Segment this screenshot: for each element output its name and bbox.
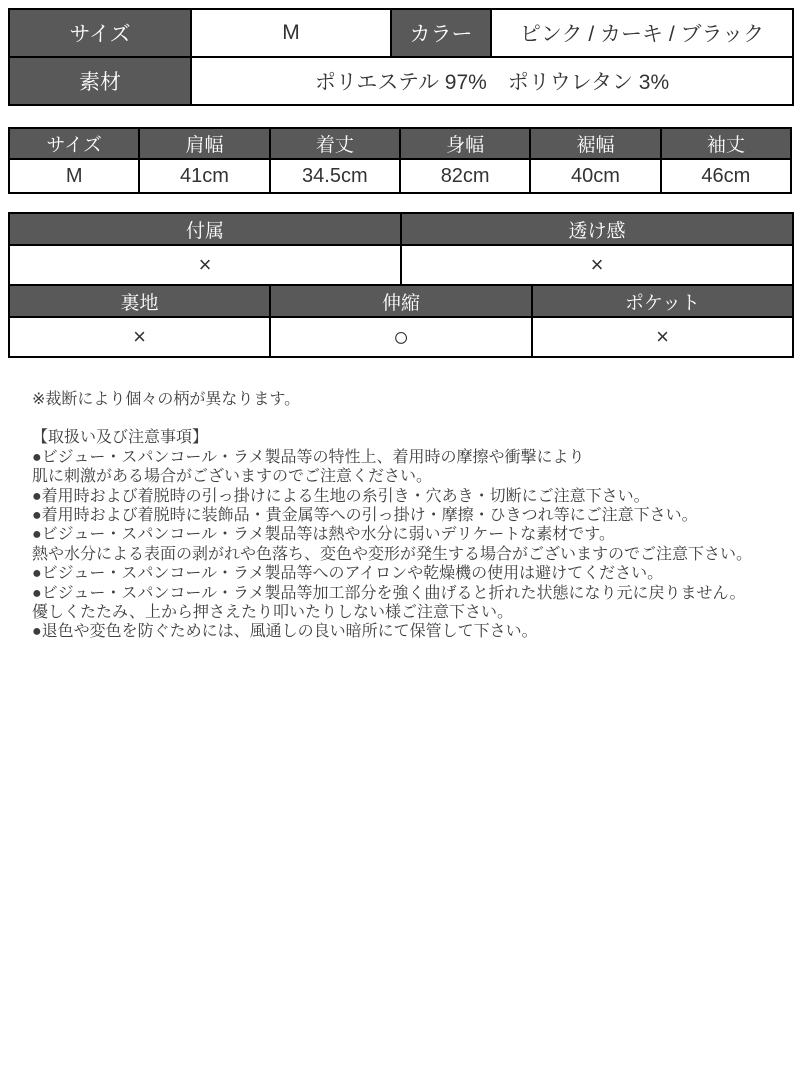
lining-label-cell: 裏地 (9, 285, 270, 317)
details-header-row-1 (9, 213, 793, 245)
measure-header-shoulder: 肩幅 (139, 128, 269, 159)
table-row (9, 9, 793, 57)
stretch-value-cell: ○ (270, 317, 532, 357)
care-line: 肌に刺激がある場合がございますのでご注意ください。 (32, 468, 433, 486)
care-line: ●ビジュー・スパンコール・ラメ製品等へのアイロンや乾燥機の使用は避けてください。 (32, 565, 664, 583)
sheerness-value-cell: × (401, 245, 793, 285)
stretch-label-cell: 伸縮 (270, 285, 532, 317)
measure-header-sleeve: 袖丈 (661, 128, 791, 159)
measure-value-shoulder: 41cm (139, 159, 269, 193)
care-line: ●退色や変色を防ぐためには、風通しの良い暗所にて保管して下さい。 (32, 623, 538, 641)
lining-value-cell: × (9, 317, 270, 357)
measurements-header-row (9, 128, 791, 159)
table-row (9, 57, 793, 105)
color-label-cell: カラー (391, 9, 491, 57)
measure-header-body-width: 身幅 (400, 128, 530, 159)
measurements-value-row (9, 159, 791, 193)
accessory-value-cell: × (9, 245, 401, 285)
measurements-table (8, 127, 792, 194)
measure-value-length: 34.5cm (270, 159, 400, 193)
notes-section (32, 390, 776, 642)
size-label-cell: サイズ (9, 9, 191, 57)
care-line: ●ビジュー・スパンコール・ラメ製品等の特性上、着用時の摩擦や衝撃により (32, 448, 585, 466)
accessory-label-cell: 付属 (9, 213, 401, 245)
size-color-material-table (8, 8, 794, 106)
measure-value-size: M (9, 159, 139, 193)
material-label-cell: 素材 (9, 57, 191, 105)
measure-header-hem-width: 裾幅 (530, 128, 660, 159)
details-value-row-2 (9, 317, 793, 357)
care-line: ●着用時および着脱時に装飾品・貴金属等への引っ掛け・摩擦・ひきつれ等にご注意下さい。 (32, 507, 698, 525)
measure-header-length: 着丈 (270, 128, 400, 159)
care-line: ●ビジュー・スパンコール・ラメ製品等は熱や水分に弱いデリケートな素材です。 (32, 526, 615, 544)
details-table (8, 212, 794, 358)
measure-value-hem-width: 40cm (530, 159, 660, 193)
details-header-row-2 (9, 285, 793, 317)
care-line: ●着用時および着脱時の引っ掛けによる生地の糸引き・穴あき・切断にご注意下さい。 (32, 487, 650, 505)
size-value-cell: M (191, 9, 391, 57)
care-line: 優しくたたみ、上から押さえたり叩いたりしない様ご注意下さい。 (32, 604, 513, 622)
care-line: ●ビジュー・スパンコール・ラメ製品等加工部分を強く曲げると折れた状態になり元に戻りません。 (32, 584, 746, 602)
color-value-cell: ピンク / カーキ / ブラック (491, 9, 793, 57)
measure-value-sleeve: 46cm (661, 159, 791, 193)
details-value-row-1 (9, 245, 793, 285)
material-value-cell: ポリエステル 97% ポリウレタン 3% (191, 57, 793, 105)
care-line: 熱や水分による表面の剥がれや色落ち、変色や変形が発生する場合がございますのでご注意下さい。 (32, 545, 753, 563)
measure-header-size: サイズ (9, 128, 139, 159)
sheerness-label-cell: 透け感 (401, 213, 793, 245)
measure-value-body-width: 82cm (400, 159, 530, 193)
care-title: 【取扱い及び注意事項】 (32, 429, 209, 447)
cut-note: ※裁断により個々の柄が異なります。 (32, 391, 301, 408)
pocket-label-cell: ポケット (532, 285, 793, 317)
pocket-value-cell: × (532, 317, 793, 357)
